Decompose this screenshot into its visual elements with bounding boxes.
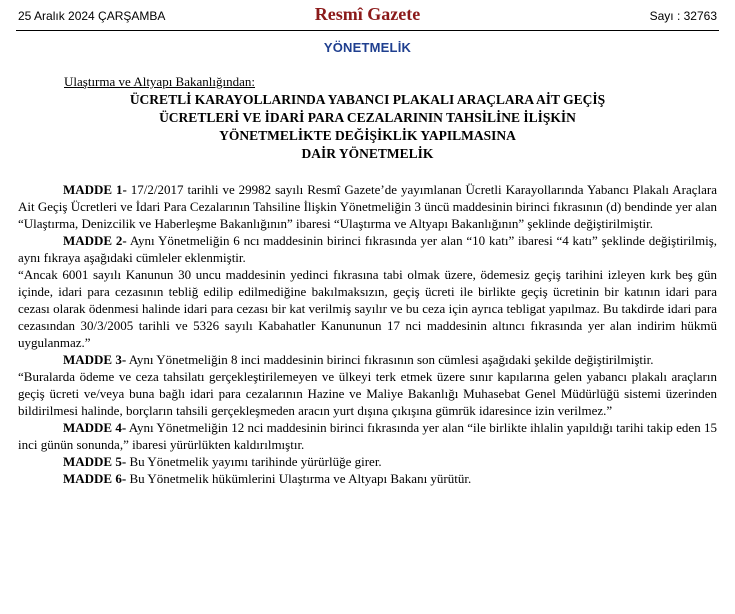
article-2-quote: “Ancak 6001 sayılı Kanunun 30 uncu maddesinin yedinci fıkrasına tabi olmak üzere, ödemesiz geçiş tarihini izleyen kırk beş gün içinde, idari para cezasının tebliğ edilip edilmediğine bakılmaksızın, geçiş ücreti ile birlikte geçiş ücretinin bir katının idari para cezası olarak ödenmesi halinde idari para cezası bir kat verilmiş sayılır ve bu ceza için ayrıca tebligat yapılmaz. Bu takdirde idari para cezasından 30/3/2005 tarihli ve 5326 sayılı Kabahatler Kanununun 17 nci maddesinin altıncı fıkrasında yer alan indirim hükmü uygulanmaz.” — [18, 267, 717, 350]
regulation-title-line: ÜCRETLİ KARAYOLLARINDA YABANCI PLAKALI ARAÇLARA AİT GEÇİŞ — [129, 92, 606, 107]
article-1 — [18, 181, 717, 232]
issue-date: 25 Aralık 2024 ÇARŞAMBA — [18, 9, 166, 23]
article-label: MADDE 5- — [63, 454, 127, 469]
article-text: 17/2/2017 tarihli ve 29982 sayılı Resmî Gazete’de yayımlanan Ücretli Karayollarında Yabancı Plakalı Araçlara Ait Geçiş Ücretleri ve İdari Para Cezalarının Tahsiline İlişkin Yönetmeliğin 3 üncü maddesinin birinci fıkrasının (d) bendinde yer alan “Ulaştırma, Denizcilik ve Haberleşme Bakanlığının” ibaresi “Ulaştırma ve Altyapı Bakanlığının” şeklinde değiştirilmiştir. — [18, 182, 717, 231]
article-2 — [18, 232, 717, 266]
article-label: MADDE 6- — [63, 471, 127, 486]
article-text: Bu Yönetmelik yayımı tarihinde yürürlüğe girer. — [126, 454, 382, 469]
article-text: Aynı Yönetmeliğin 12 nci maddesinin birinci fıkrasında yer alan “ile birlikte ihlalin yapıldığı tarihi takip eden 15 inci günün sonunda,” ibaresi yürürlükten kaldırılmıştır. — [18, 420, 717, 452]
ministry-name: Ulaştırma ve Altyapı Bakanlığından: — [64, 74, 255, 89]
article-text: Aynı Yönetmeliğin 6 ncı maddesinin birinci fıkrasında yer alan “10 katı” ibaresi “4 katı” şeklinde değiştirilmiş, aynı fıkraya aşağıdaki cümleler eklenmiştir. — [18, 233, 718, 265]
article-5 — [18, 453, 717, 470]
regulation-title-line: DAİR YÖNETMELİK — [301, 146, 434, 161]
gazette-header — [16, 0, 719, 31]
regulation-title-line: ÜCRETLERİ VE İDARİ PARA CEZALARININ TAHSİLİNE İLİŞKİN — [159, 110, 576, 125]
article-3 — [18, 351, 717, 368]
article-label: MADDE 4- — [63, 420, 127, 435]
regulation-body — [18, 181, 717, 487]
article-3-quote: “Buralarda ödeme ve ceza tahsilatı gerçekleştirilemeyen ve ülkeyi terk etmek üzere sınır kapılarına gelen yabancı plakalı araçların geçiş ücreti ve/veya buna bağlı idari para cezalarının Hazine ve Maliye Bakanlığı Muhasebat Genel Müdürlüğü sistemi üzerinden bildirilmesi halinde, borçların tahsili gerçekleşmeden aracın yurt dışına çıkışına gümrük idaresince izin verilmez.” — [18, 369, 717, 418]
article-label: MADDE 1- — [63, 182, 127, 197]
section-heading: YÖNETMELİK — [323, 40, 412, 55]
article-6 — [18, 470, 717, 487]
article-label: MADDE 2- — [63, 233, 127, 248]
gazette-title: Resmî Gazete — [314, 4, 421, 24]
article-text: Bu Yönetmelik hükümlerini Ulaştırma ve Altyapı Bakanı yürütür. — [126, 471, 472, 486]
article-text: Aynı Yönetmeliğin 8 inci maddesinin birinci fıkrasının son cümlesi aşağıdaki şekilde değiştirilmiştir. — [126, 352, 654, 367]
article-4 — [18, 419, 717, 453]
regulation-title — [18, 91, 717, 163]
article-label: MADDE 3- — [63, 352, 127, 367]
issue-number: Sayı : 32763 — [649, 9, 717, 23]
regulation-title-line: YÖNETMELİKTE DEĞİŞİKLİK YAPILMASINA — [219, 128, 516, 143]
